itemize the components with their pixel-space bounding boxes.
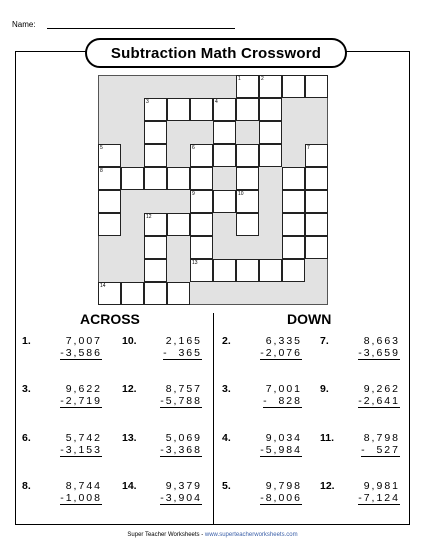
problem-number: 9.: [320, 383, 329, 395]
clue-number: 9: [192, 191, 195, 197]
minuend: 2,165: [165, 335, 202, 347]
problem: [122, 432, 202, 462]
crossword-cell[interactable]: [305, 190, 328, 213]
crossword-cell[interactable]: [259, 144, 282, 167]
crossword-cell[interactable]: [213, 121, 236, 144]
clue-number: 14: [100, 283, 106, 289]
name-line[interactable]: [47, 28, 235, 29]
crossword-cell[interactable]: [121, 282, 144, 305]
crossword-cell[interactable]: [144, 121, 167, 144]
footer: [0, 532, 425, 538]
problem: [22, 383, 102, 413]
crossword-cell[interactable]: [144, 144, 167, 167]
minuend: 6,335: [265, 335, 302, 347]
crossword-grid: [98, 75, 328, 305]
problem-number: 4.: [222, 432, 231, 444]
footer-brand: Super Teacher Worksheets -: [127, 532, 205, 538]
clue-number: 12: [146, 214, 152, 220]
across-heading: ACROSS: [80, 311, 140, 327]
clue-number: 10: [238, 191, 244, 197]
subtrahend: -3,904: [160, 492, 202, 504]
crossword-cell[interactable]: [98, 167, 121, 190]
subtrahend: -5,984: [260, 444, 302, 456]
subtrahend: - 828: [263, 395, 302, 407]
crossword-cell[interactable]: [213, 98, 236, 121]
crossword-cell[interactable]: [305, 75, 328, 98]
crossword-cell[interactable]: [190, 259, 213, 282]
crossword-cell[interactable]: [236, 213, 259, 236]
crossword-cell[interactable]: [305, 144, 328, 167]
crossword-cell[interactable]: [259, 98, 282, 121]
crossword-cell[interactable]: [98, 144, 121, 167]
problem: [22, 432, 102, 462]
clue-number: 2: [261, 76, 264, 82]
minuend: 9,034: [265, 432, 302, 444]
crossword-cell[interactable]: [282, 236, 305, 259]
minuend: 9,262: [363, 383, 400, 395]
crossword-cell[interactable]: [144, 167, 167, 190]
subtrahend: - 365: [163, 347, 202, 359]
clue-number: 4: [215, 99, 218, 105]
crossword-cell[interactable]: [167, 98, 190, 121]
problem-number: 6.: [22, 432, 31, 444]
minuend: 9,379: [165, 480, 202, 492]
problem: [222, 335, 302, 365]
clue-number: 7: [307, 145, 310, 151]
crossword-cell[interactable]: [259, 75, 282, 98]
subtrahend: -3,153: [60, 444, 102, 456]
problem: [222, 383, 302, 413]
minuend: 9,798: [265, 480, 302, 492]
down-heading: DOWN: [287, 311, 332, 327]
subtrahend: -5,788: [160, 395, 202, 407]
problem-number: 5.: [222, 480, 231, 492]
crossword-cell[interactable]: [213, 259, 236, 282]
minuend: 8,744: [65, 480, 102, 492]
minuend: 8,798: [363, 432, 400, 444]
crossword-cell[interactable]: [190, 98, 213, 121]
crossword-cell[interactable]: [98, 282, 121, 305]
crossword-cell[interactable]: [190, 144, 213, 167]
crossword-cell[interactable]: [98, 190, 121, 213]
crossword-cell[interactable]: [190, 190, 213, 213]
crossword-cell[interactable]: [144, 236, 167, 259]
subtrahend: -7,124: [358, 492, 400, 504]
problem-number: 14.: [122, 480, 137, 492]
subtrahend: -3,659: [358, 347, 400, 359]
problem: [222, 480, 302, 510]
minuend: 9,622: [65, 383, 102, 395]
problem: [122, 335, 202, 365]
problem: [320, 432, 400, 462]
problem-number: 3.: [22, 383, 31, 395]
problem-number: 8.: [22, 480, 31, 492]
crossword-cell[interactable]: [213, 144, 236, 167]
crossword-cell[interactable]: [236, 98, 259, 121]
crossword-cell[interactable]: [236, 75, 259, 98]
column-divider: [213, 313, 214, 525]
crossword-cell[interactable]: [305, 213, 328, 236]
subtrahend: -2,641: [358, 395, 400, 407]
problem-number: 11.: [320, 432, 335, 444]
minuend: 5,742: [65, 432, 102, 444]
crossword-cell[interactable]: [190, 236, 213, 259]
crossword-cell[interactable]: [167, 167, 190, 190]
crossword-cell[interactable]: [144, 282, 167, 305]
footer-link[interactable]: www.superteacherworksheets.com: [204, 532, 298, 538]
minuend: 8,663: [363, 335, 400, 347]
crossword-cell[interactable]: [305, 236, 328, 259]
crossword-cell[interactable]: [282, 190, 305, 213]
crossword-cell[interactable]: [236, 190, 259, 213]
clue-number: 8: [100, 168, 103, 174]
problem-number: 1.: [22, 335, 31, 347]
minuend: 9,981: [363, 480, 400, 492]
crossword-cell[interactable]: [121, 167, 144, 190]
problem: [222, 432, 302, 462]
crossword-cell[interactable]: [236, 259, 259, 282]
minuend: 7,007: [65, 335, 102, 347]
problem-number: 13.: [122, 432, 137, 444]
minuend: 8,757: [165, 383, 202, 395]
clue-number: 13: [192, 260, 198, 266]
problem: [22, 335, 102, 365]
crossword-cell[interactable]: [190, 167, 213, 190]
subtrahend: -8,006: [260, 492, 302, 504]
problem-number: 3.: [222, 383, 231, 395]
clue-number: 5: [100, 145, 103, 151]
crossword-cell[interactable]: [167, 282, 190, 305]
problem-number: 10.: [122, 335, 137, 347]
crossword-cell[interactable]: [98, 213, 121, 236]
crossword-cell[interactable]: [259, 121, 282, 144]
crossword-cell[interactable]: [190, 213, 213, 236]
problem-number: 7.: [320, 335, 329, 347]
clue-number: 3: [146, 99, 149, 105]
crossword-cell[interactable]: [167, 213, 190, 236]
crossword-cell[interactable]: [236, 167, 259, 190]
crossword-cell[interactable]: [259, 259, 282, 282]
crossword-cell[interactable]: [144, 259, 167, 282]
clue-number: 1: [238, 76, 241, 82]
crossword-cell[interactable]: [282, 259, 305, 282]
name-label: Name:: [12, 20, 36, 29]
minuend: 7,001: [265, 383, 302, 395]
problem: [320, 335, 400, 365]
crossword-cell[interactable]: [144, 98, 167, 121]
problem: [122, 480, 202, 510]
problem: [22, 480, 102, 510]
clue-number: 6: [192, 145, 195, 151]
crossword-cell[interactable]: [144, 213, 167, 236]
problem: [320, 480, 400, 510]
crossword-cell[interactable]: [305, 167, 328, 190]
problem-number: 2.: [222, 335, 231, 347]
subtrahend: - 527: [361, 444, 400, 456]
subtrahend: -3,586: [60, 347, 102, 359]
crossword-cell[interactable]: [236, 144, 259, 167]
subtrahend: -2,719: [60, 395, 102, 407]
minuend: 5,069: [165, 432, 202, 444]
problem-number: 12.: [122, 383, 137, 395]
crossword-cell[interactable]: [282, 167, 305, 190]
problem: [320, 383, 400, 413]
worksheet-title: Subtraction Math Crossword: [85, 38, 347, 68]
problem: [122, 383, 202, 413]
crossword-cell[interactable]: [282, 213, 305, 236]
subtrahend: -1,008: [60, 492, 102, 504]
subtrahend: -2,076: [260, 347, 302, 359]
crossword-cell[interactable]: [213, 190, 236, 213]
problem-number: 12.: [320, 480, 335, 492]
subtrahend: -3,368: [160, 444, 202, 456]
crossword-cell[interactable]: [282, 75, 305, 98]
